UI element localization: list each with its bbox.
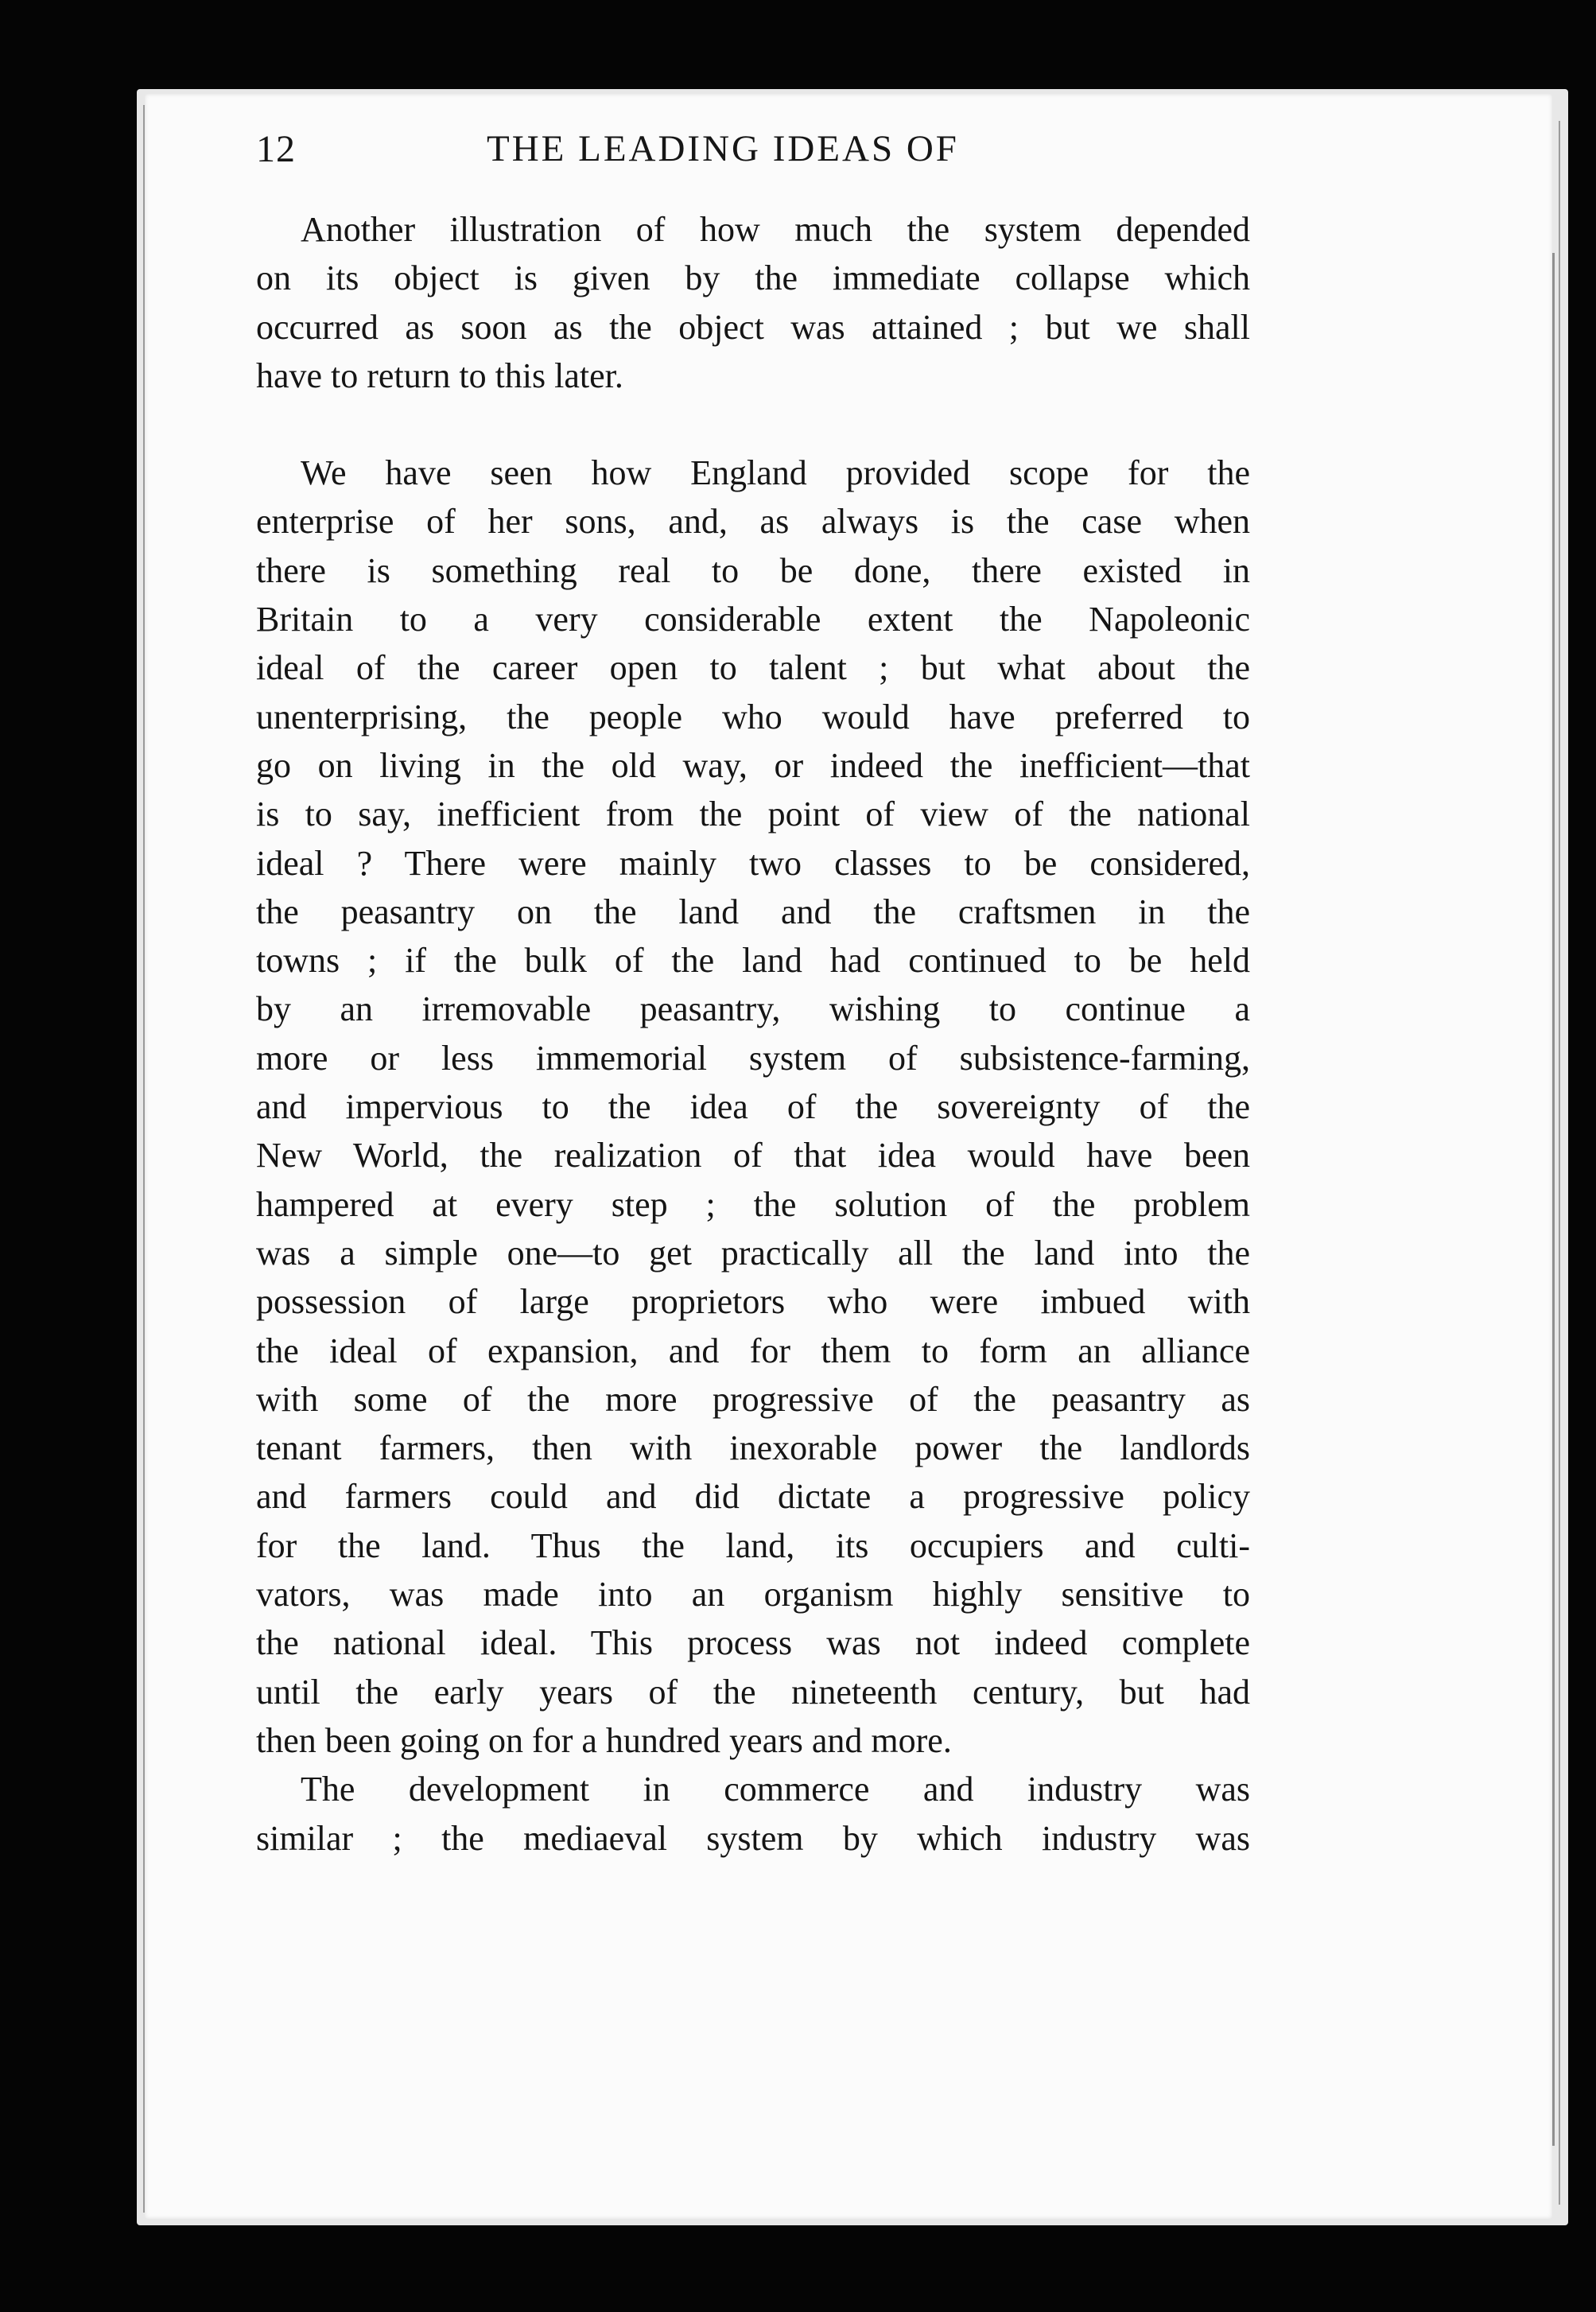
- text-line: the ideal of expansion, and for them to form an alliance: [256, 1331, 1250, 1370]
- paragraph: [256, 449, 1250, 1765]
- page-number: 12: [256, 128, 296, 170]
- text-line: for the land. Thus the land, its occupiers and culti-: [256, 1525, 1250, 1565]
- text-line: there is something real to be done, there existed in: [256, 550, 1250, 590]
- text-line: and farmers could and did dictate a progressive policy: [256, 1477, 1250, 1517]
- text-line: the national ideal. This process was not indeed complete: [256, 1623, 1250, 1663]
- page-edge-line: [1559, 121, 1560, 2205]
- text-line: and impervious to the idea of the sovereignty of the: [256, 1087, 1250, 1127]
- running-head-title: THE LEADING IDEAS OF: [487, 128, 959, 169]
- page-fold-shadow: [1552, 253, 1555, 2146]
- text-line: with some of the more progressive of the peasantry as: [256, 1379, 1250, 1419]
- text-line: have to return to this later.: [256, 356, 623, 395]
- text-line: until the early years of the nineteenth century, but had: [256, 1672, 1250, 1712]
- text-line: Britain to a very considerable extent the Napoleonic: [256, 600, 1250, 639]
- text-line: was a simple one—to get practically all the land into the: [256, 1233, 1250, 1273]
- text-line: Another illustration of how much the system depended: [301, 210, 1250, 249]
- text-line: then been going on for a hundred years and more.: [256, 1720, 952, 1760]
- text-line: unenterprising, the people who would have preferred to: [256, 697, 1250, 736]
- text-line: New World, the realization of that idea would have been: [256, 1136, 1250, 1175]
- text-line: towns ; if the bulk of the land had continued to be held: [256, 941, 1250, 981]
- paragraph-gap: [256, 400, 1250, 449]
- text-line: is to say, inefficient from the point of view of the national: [256, 795, 1250, 834]
- paragraph: [256, 205, 1250, 400]
- body-text: [256, 205, 1250, 1863]
- text-line: enterprise of her sons, and, as always is the case when: [256, 502, 1250, 542]
- text-line: possession of large proprietors who were imbued with: [256, 1282, 1250, 1322]
- text-line: ideal of the career open to talent ; but what about the: [256, 648, 1250, 688]
- text-line: on its object is given by the immediate collapse which: [256, 258, 1250, 298]
- text-line: tenant farmers, then with inexorable power the landlords: [256, 1428, 1250, 1468]
- text-line: by an irremovable peasantry, wishing to continue a: [256, 989, 1250, 1029]
- running-head: [256, 127, 1250, 207]
- paragraph: [256, 1765, 1250, 1863]
- text-line: occurred as soon as the object was attained ; but we shall: [256, 307, 1250, 347]
- text-line: vators, was made into an organism highly sensitive to: [256, 1575, 1250, 1615]
- text-line: the peasantry on the land and the craftsmen in the: [256, 892, 1250, 931]
- text-line: The development in commerce and industry was: [301, 1770, 1250, 1809]
- text-line: ideal ? There were mainly two classes to be considered,: [256, 843, 1250, 883]
- text-line: similar ; the mediaeval system by which industry was: [256, 1818, 1250, 1858]
- text-line: go on living in the old way, or indeed the inefficient—that: [256, 745, 1250, 785]
- text-line: more or less immemorial system of subsistence-farming,: [256, 1038, 1250, 1078]
- text-line: hampered at every step ; the solution of the problem: [256, 1184, 1250, 1224]
- text-line: We have seen how England provided scope for the: [301, 453, 1250, 493]
